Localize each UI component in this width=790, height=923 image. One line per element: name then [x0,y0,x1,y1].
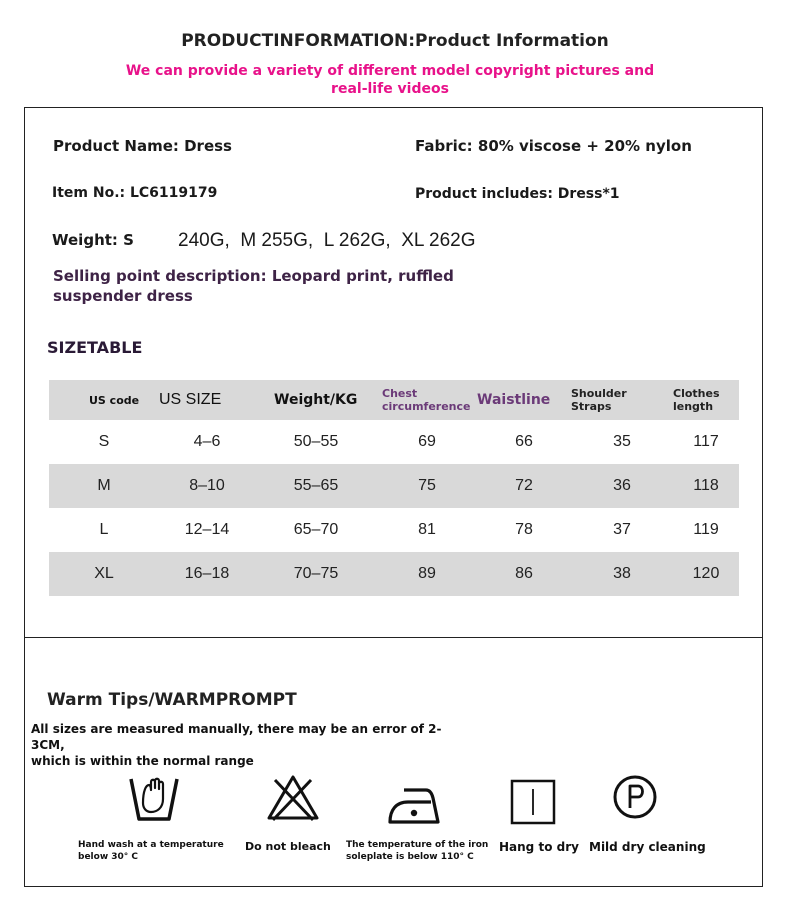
header-shoulder [571,380,673,420]
cell-weight: 55–65 [255,464,377,508]
hang-dry-icon [510,779,556,825]
cell-length: 118 [673,464,739,508]
table-row [49,552,739,596]
cell-weight: 65–70 [293,521,339,538]
table-row [49,420,739,464]
header-chest [377,380,477,420]
iron-label [346,839,488,863]
tips-note-line1: All sizes are measured manually, there may be an error of 2-3CM, [31,722,442,752]
item-number: Item No.: LC6119179 [52,185,218,201]
header-us-size: US SIZE [159,380,255,420]
header-chest-line2: circumference [382,400,471,413]
cell-chest: 89 [377,552,477,596]
hand-wash-icon [128,773,180,825]
weight-values: 240G, M 255G, L 262G, XL 262G [178,230,476,251]
header-clothes-line1: Clothes [673,387,720,400]
cell-size: 16–18 [159,552,255,596]
cell-size: 4–6 [193,433,221,450]
header-clothes-line2: length [673,400,714,413]
size-table-header [49,380,739,420]
cell-size: 8–10 [159,464,255,508]
header-shoulder-line1: Shoulder [571,387,627,400]
tips-note-line2: which is within the normal range [31,754,254,768]
header-us-code: US code [49,380,159,420]
hang-dry-label: Hang to dry [499,840,579,854]
cell-chest: 69 [418,433,436,450]
cell-waist: 72 [477,464,571,508]
product-includes: Product includes: Dress*1 [415,186,620,202]
cell-shoulder: 38 [571,552,673,596]
cell-chest: 75 [377,464,477,508]
header-chest-line1: Chest [382,387,418,400]
cell-weight: 50–55 [293,433,339,450]
cell-code: XL [49,552,159,596]
cell-shoulder: 37 [613,521,631,538]
cell-code: M [49,464,159,508]
cell-length: 117 [693,433,719,450]
size-table-title: SIZETABLE [47,338,143,357]
no-bleach-label: Do not bleach [245,840,331,853]
product-name: Product Name: Dress [53,137,232,155]
size-table [49,380,739,596]
header-waistline: Waistline [477,380,571,420]
hand-wash-label-line1: Hand wash at a temperature [78,840,224,850]
table-row [49,508,739,552]
header-clothes-length [673,380,739,420]
cell-chest: 81 [418,521,436,538]
page-title: PRODUCTINFORMATION:Product Information [181,31,609,51]
cell-code: L [99,521,109,538]
selling-point-line2: suspender dress [53,287,193,305]
hand-wash-label [78,839,224,863]
cell-waist: 86 [477,552,571,596]
header-weight: Weight/KG [255,380,377,420]
hand-wash-label-line2: below 30° C [78,852,139,862]
dry-clean-label: Mild dry cleaning [589,840,706,854]
cell-shoulder: 35 [613,433,631,450]
page-subtitle: We can provide a variety of different model copyright pictures and real-life videos [125,63,655,97]
cell-waist: 66 [515,433,533,450]
cell-length: 119 [693,521,719,538]
cell-waist: 78 [515,521,533,538]
table-row [49,464,739,508]
tips-note [31,721,471,769]
cell-length: 120 [673,552,739,596]
dry-clean-icon [611,773,659,821]
cell-shoulder: 36 [571,464,673,508]
no-bleach-icon [265,772,321,824]
tips-title: Warm Tips/WARMPROMPT [47,690,297,710]
header-shoulder-line2: Straps [571,400,612,413]
iron-icon [386,782,442,826]
cell-weight: 70–75 [255,552,377,596]
fabric: Fabric: 80% viscose + 20% nylon [415,137,692,155]
selling-point-line1: Selling point description: Leopard print, ruffled [53,267,454,285]
cell-size: 12–14 [184,521,230,538]
iron-label-line1: The temperature of the iron [346,840,489,850]
iron-label-line2: soleplate is below 110° C [346,852,474,862]
cell-code: S [98,433,110,450]
weight-label: Weight: S [52,231,134,249]
